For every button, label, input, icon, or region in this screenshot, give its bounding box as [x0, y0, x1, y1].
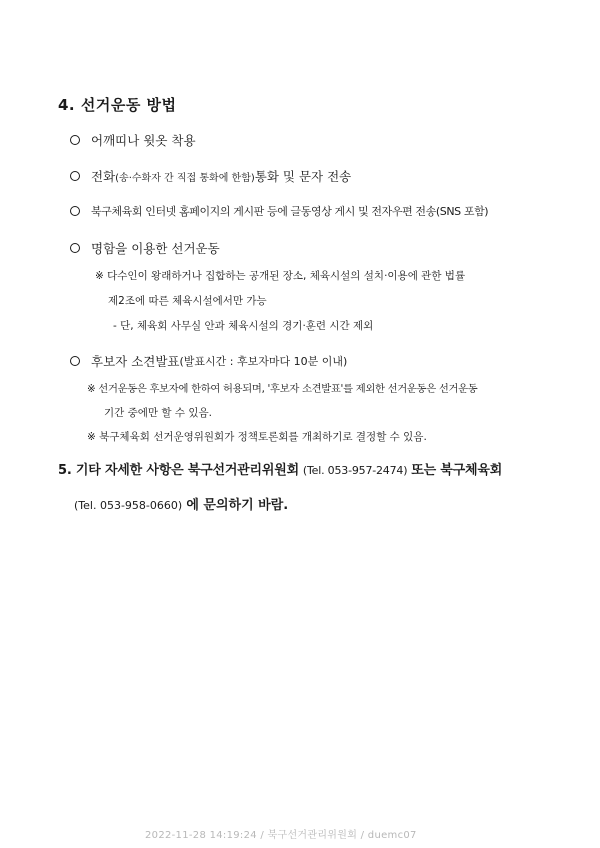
circle-bullet-icon	[70, 356, 80, 366]
bullet-item-2-text-a: 전화	[91, 169, 116, 184]
bullet-item-1	[70, 131, 196, 149]
circle-bullet-icon	[70, 171, 80, 181]
speech-note-line-3: ※ 북구체육회 선거운영위원회가 정책토론회를 개최하기로 결정할 수 있음.	[87, 431, 427, 443]
bullet-item-2	[70, 167, 351, 185]
section-5-phone-2: (Tel. 053-958-0660)	[74, 499, 183, 512]
card-note-line-1: ※ 다수인이 왕래하거나 집합하는 공개된 장소, 체육시설의 설치·이용에 관한 법률	[95, 270, 466, 282]
section-4-title: 4. 선거운동 방법	[58, 96, 177, 114]
circle-bullet-icon	[70, 135, 80, 145]
section-5-line-2-b: 에 문의하기 바람.	[186, 498, 289, 513]
section-5-line-2	[74, 494, 288, 513]
section-5-line-1	[58, 459, 502, 478]
speech-note-line-1: ※ 선거운동은 후보자에 한하여 허용되며, '후보자 소견발표'를 제외한 선거운동은 선거운동	[87, 383, 478, 395]
bullet-item-5-text-a: 후보자 소견발표	[91, 354, 180, 369]
bullet-item-5-text-b: (발표시간 : 후보자마다 10분 이내)	[179, 355, 348, 368]
bullet-item-4-text: 명함을 이용한 선거운동	[91, 241, 220, 256]
bullet-item-2-text-c: 통화 및 문자 전송	[254, 169, 352, 184]
circle-bullet-icon	[70, 206, 80, 216]
bullet-item-3	[70, 203, 488, 219]
card-note-line-3: - 단, 체육회 사무실 안과 체육시설의 경기·훈련 시간 제외	[113, 320, 374, 332]
section-5-line-1-c: 또는 북구체육회	[411, 463, 503, 478]
bullet-item-3-text: 북구체육회 인터넷 홈페이지의 게시판 등에 글동영상 게시 및 전자우편 전송(SNS 포함)	[91, 205, 489, 218]
section-5-phone-1: (Tel. 053-957-2474)	[302, 464, 408, 477]
bullet-item-4	[70, 239, 220, 257]
card-note-line-2: 제2조에 따른 체육시설에서만 가능	[108, 295, 267, 307]
print-stamp-footer: 2022-11-28 14:19:24 / 북구선거관리위원회 / duemc07	[145, 830, 417, 841]
speech-note-line-2: 기간 중에만 할 수 있음.	[104, 407, 212, 419]
bullet-item-5	[70, 352, 347, 370]
section-5-line-1-a: 5. 기타 자세한 사항은 북구선거관리위원회	[58, 463, 299, 478]
circle-bullet-icon	[70, 243, 80, 253]
bullet-item-2-text-b: (송·수화자 간 직접 통화에 한함)	[115, 172, 255, 184]
bullet-item-1-text: 어깨띠나 윗옷 착용	[91, 133, 196, 148]
